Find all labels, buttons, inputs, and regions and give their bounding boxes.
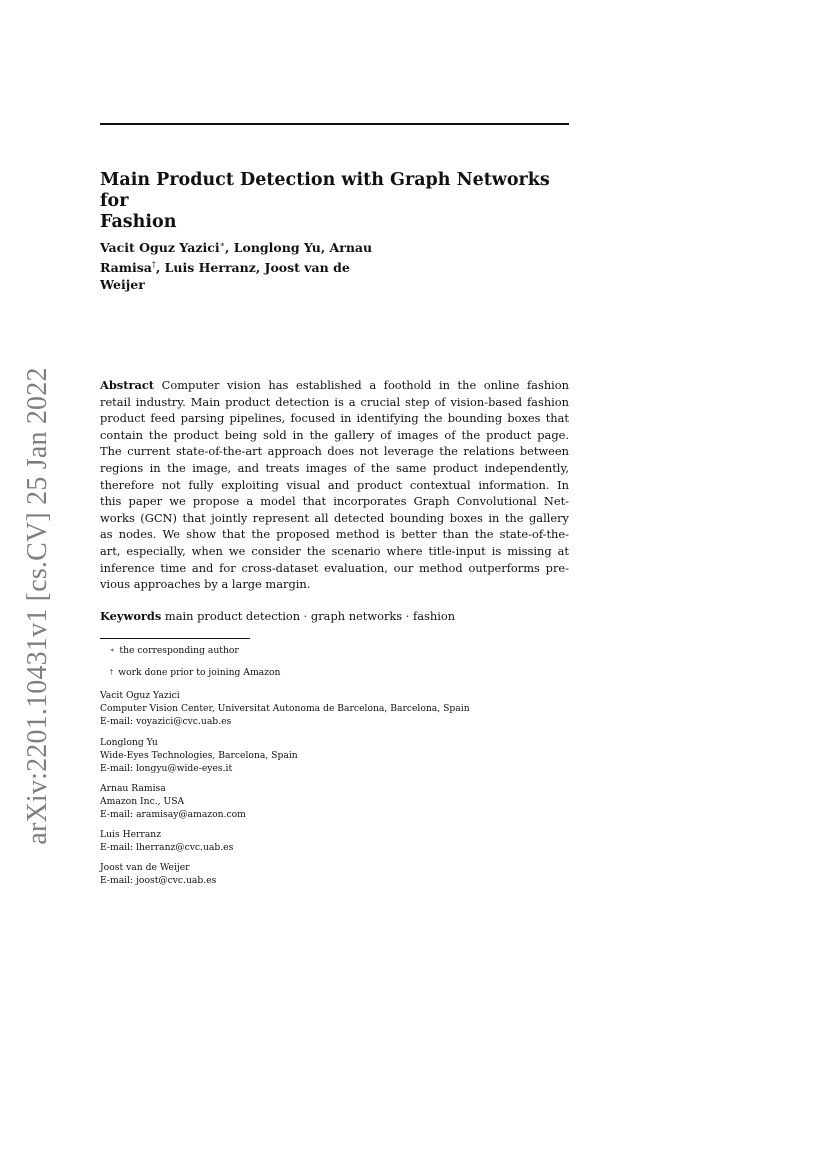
- title-line-1: Main Product Detection with Graph Networks for: [100, 170, 550, 211]
- affiliation-email: E-mail: aramisay@amazon.com: [100, 809, 246, 821]
- abstract-line: works (GCN) that jointly represent all detected bounding boxes in the gallery: [100, 510, 569, 525]
- author-name: Ramisa: [100, 260, 152, 276]
- affiliation-institution: Wide-Eyes Technologies, Barcelona, Spain: [100, 750, 298, 762]
- abstract-line: therefore not fully exploiting visual and product contextual information. In: [100, 477, 569, 492]
- affiliation-name: Arnau Ramisa: [100, 783, 166, 794]
- abstract-line: regions in the image, and treats images of the same product independently,: [100, 460, 569, 475]
- affiliation-name: Luis Herranz: [100, 829, 162, 840]
- affiliation-herranz: [100, 828, 233, 854]
- affiliation-weijer: [100, 861, 216, 887]
- affiliation-institution: Computer Vision Center, Universitat Autonoma de Barcelona, Barcelona, Spain: [100, 703, 470, 715]
- author-name: Vacit Oguz Yazici: [100, 240, 220, 256]
- affiliation-institution: Amazon Inc., USA: [100, 796, 185, 808]
- keywords-text: main product detection · graph networks · fashion: [164, 609, 456, 623]
- affiliation-name: Vacit Oguz Yazici: [100, 690, 180, 701]
- footnote-rule: [100, 638, 250, 639]
- affiliation-email: E-mail: joost@cvc.uab.es: [100, 875, 217, 887]
- author-line-1: [100, 236, 400, 256]
- abstract-line: The current state-of-the-art approach does not leverage the relations between: [100, 444, 569, 459]
- affiliation-yazici: [100, 689, 470, 729]
- affiliation-name: Joost van de Weijer: [100, 862, 190, 873]
- author-line-3: Weijer: [100, 277, 145, 293]
- keywords: [100, 608, 569, 624]
- affiliation-yu: [100, 736, 298, 776]
- author-list: [100, 236, 400, 293]
- keywords-label: Keywords: [100, 609, 162, 623]
- abstract: [100, 377, 569, 593]
- title-line-2: Fashion: [100, 212, 177, 232]
- author-names: , Luis Herranz, Joost van de: [155, 260, 350, 276]
- dagger-mark: †: [151, 260, 156, 270]
- arxiv-identifier: arXiv:2201.10431v1 [cs.CV] 25 Jan 2022: [22, 367, 53, 845]
- affiliation-email: E-mail: longyu@wide-eyes.it: [100, 763, 233, 775]
- abstract-line: inference time and for cross-dataset evaluation, our method outperforms pre-: [100, 560, 569, 575]
- abstract-line: this paper we propose a model that incorporates Graph Convolutional Net-: [100, 494, 569, 509]
- affiliation-ramisa: [100, 782, 246, 822]
- affiliation-name: Longlong Yu: [100, 737, 158, 748]
- abstract-line: Abstract Computer vision has established a foothold in the online fashion: [100, 378, 569, 392]
- abstract-line: contain the product being sold in the gallery of images of the product page.: [100, 427, 569, 442]
- abstract-line: product feed parsing pipelines, focused in identifying the bounding boxes that: [100, 411, 569, 426]
- abstract-line: as nodes. We show that the proposed method is better than the state-of-the-: [100, 527, 569, 542]
- footnote-corresponding: ∗ the corresponding author: [110, 645, 239, 656]
- footnote-amazon: † work done prior to joining Amazon: [110, 667, 281, 678]
- corresponding-mark: ∗: [219, 240, 225, 249]
- top-rule: [100, 123, 569, 125]
- abstract-line: vious approaches by a large margin.: [100, 577, 311, 592]
- abstract-line: art, especially, when we consider the scenario where title-input is missing at: [100, 543, 569, 558]
- paper-title: [100, 170, 570, 233]
- abstract-label: Abstract: [100, 378, 155, 392]
- affiliation-email: E-mail: voyazici@cvc.uab.es: [100, 716, 232, 728]
- author-line-2: [100, 256, 400, 276]
- affiliation-email: E-mail: lherranz@cvc.uab.es: [100, 842, 234, 854]
- author-names: , Longlong Yu, Arnau: [225, 240, 373, 256]
- abstract-line: retail industry. Main product detection is a crucial step of vision-based fashion: [100, 394, 569, 409]
